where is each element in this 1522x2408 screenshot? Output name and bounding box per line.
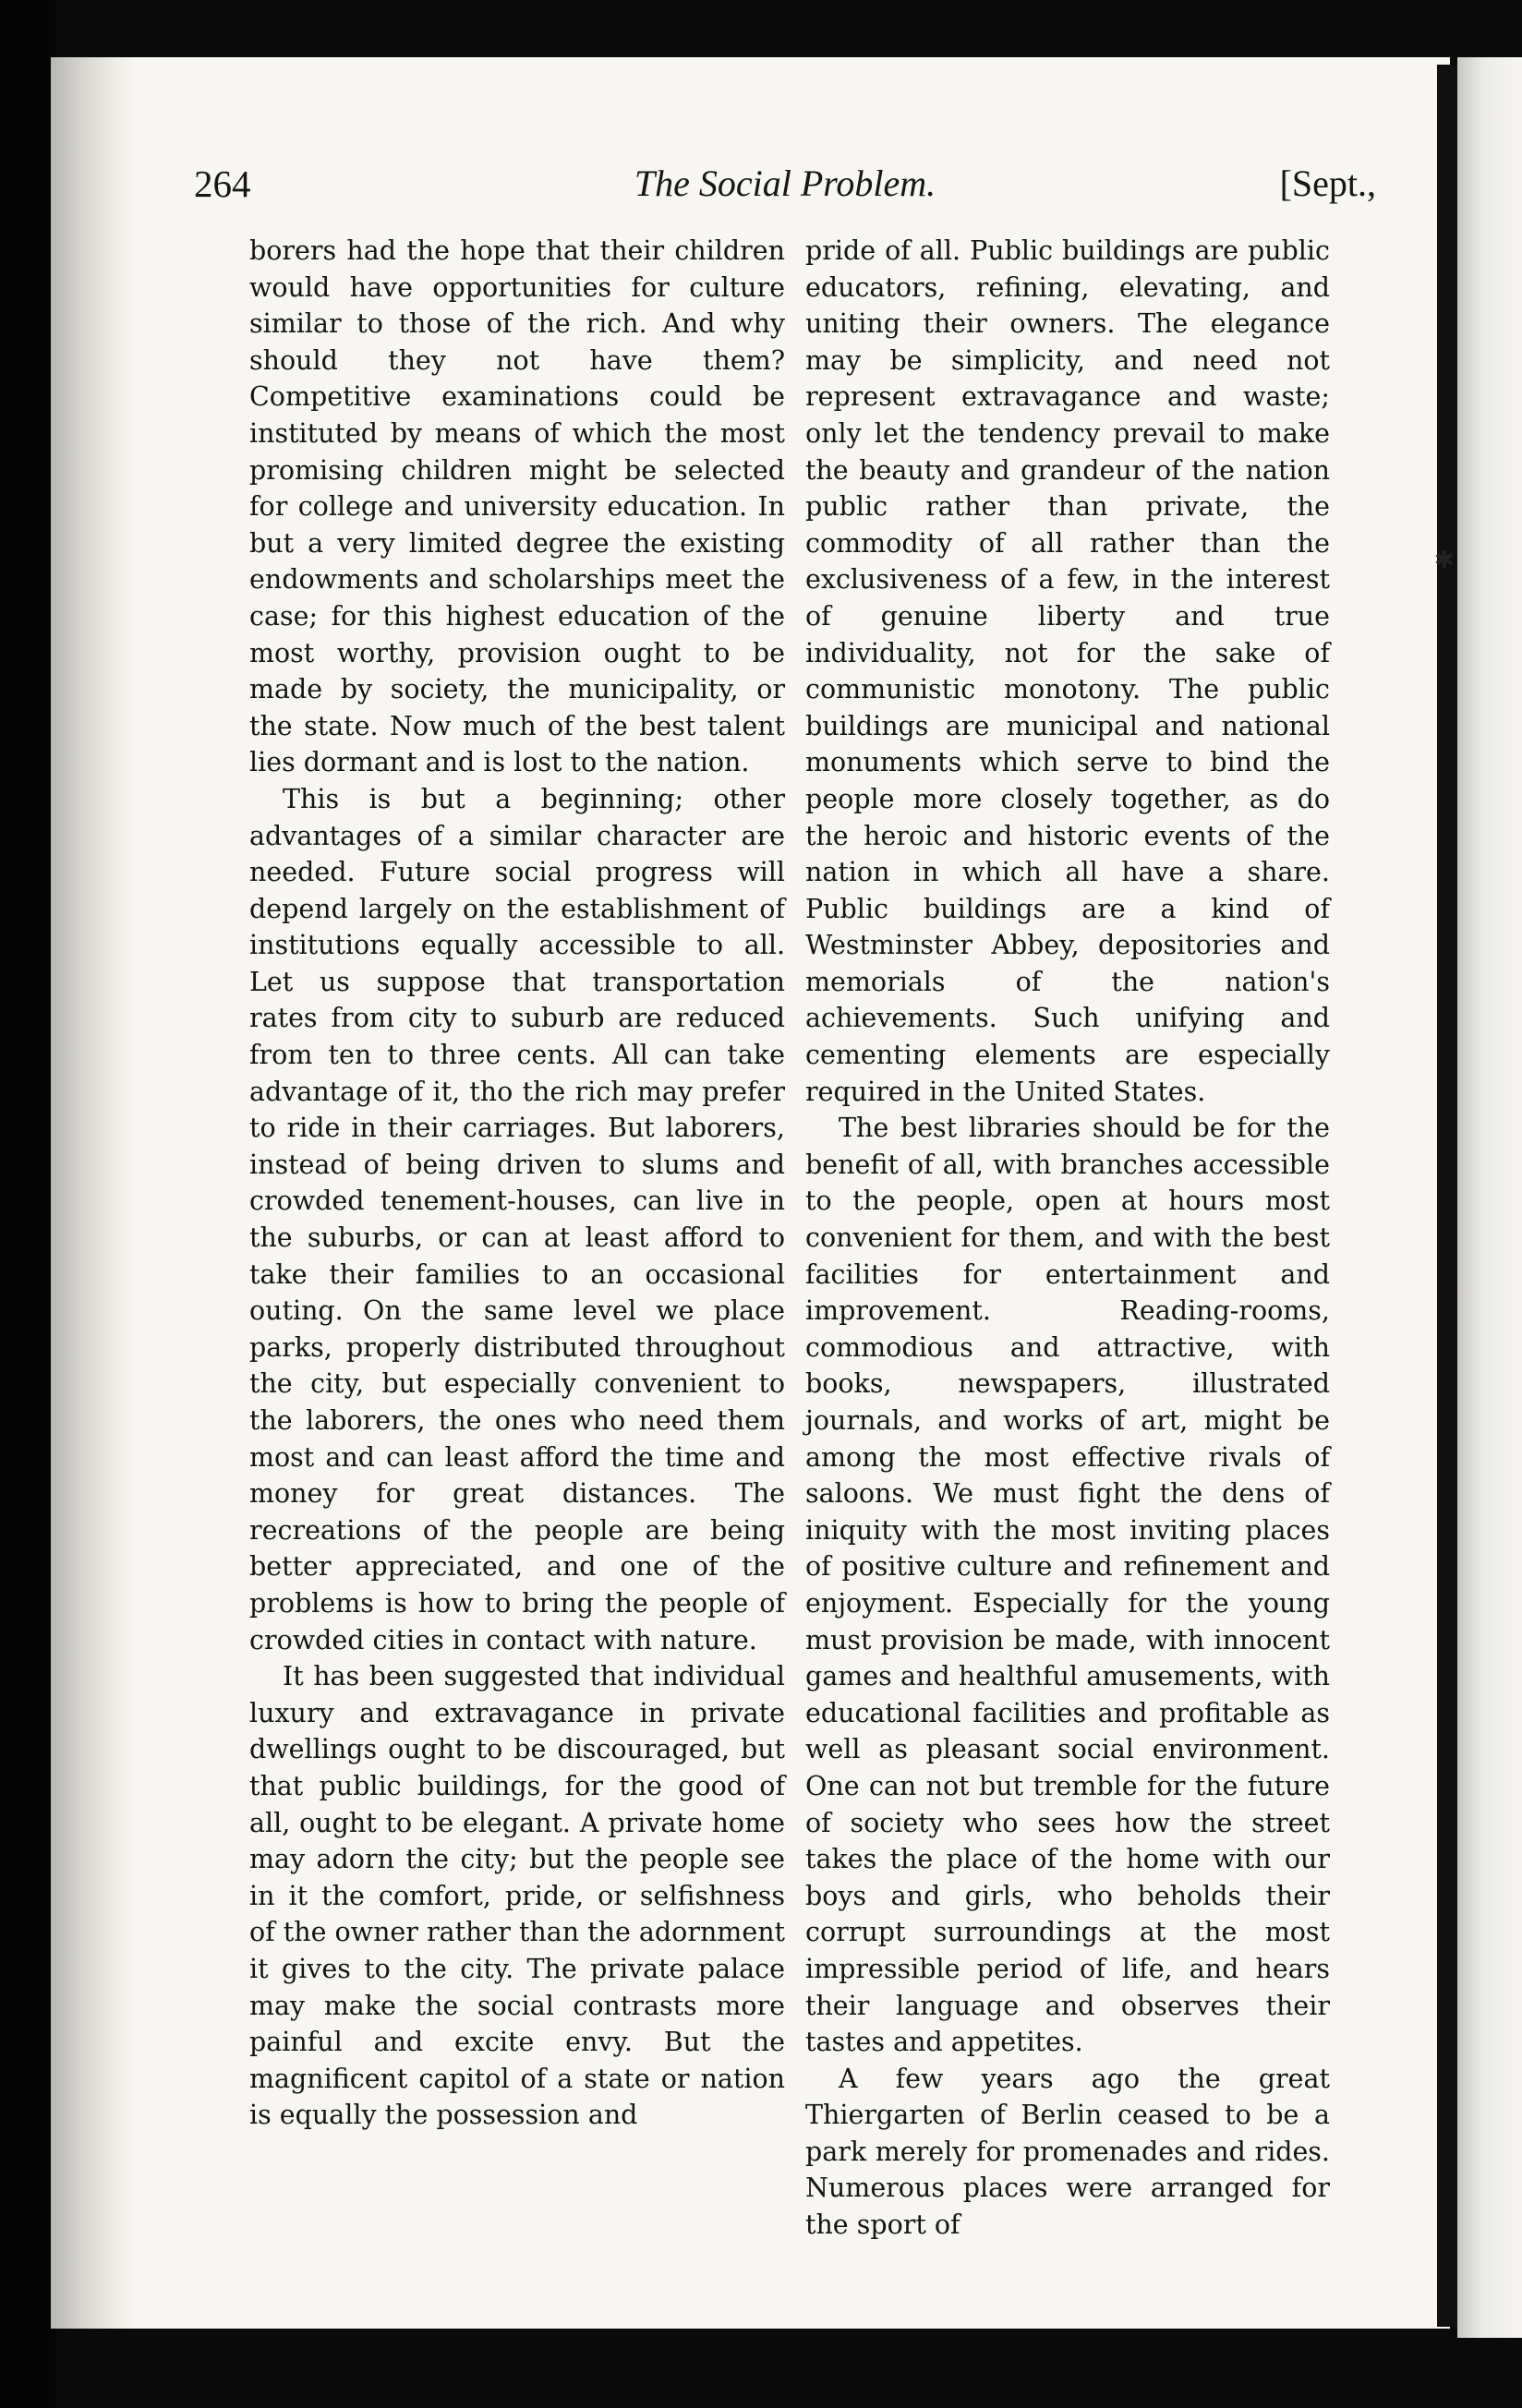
paragraph: It has been suggested that individual luxury and extravagance in private dwellings ought to be discouraged, but that public buildings, for the good of all, ought to be elegant. A private home may adorn the city; but the people see in it the comfort, pride, or selfishness of the owner rather than the adornment it gives to the city. The private palace may make the social contrasts more painful and excite envy. But the magnificent capitol of a state or nation is equally the possession and: [249, 1661, 785, 2131]
running-header: [194, 162, 1376, 217]
running-date: [Sept.,: [1279, 163, 1376, 204]
paragraph: pride of all. Public buildings are public educators, refining, elevating, and uniting their owners. The elegance may be simplicity, and need not represent extravagance and waste; only let the tendency prevail to make the beauty and grandeur of the nation public rather than private, the commodity of all rather than the exclusiveness of a few, in the interest of genuine liberty and true individuality, not for the sake of communistic monotony. The public buildings are municipal and national monuments which serve to bind the people more closely together, as do the heroic and historic events of the nation in which all have a share. Public buildings are a kind of Westminster Abbey, depositories and memorials of the nation's achievements. Such unifying and cementing elements are especially required in the United States.: [805, 235, 1330, 1107]
running-title: The Social Problem.: [634, 163, 936, 204]
facing-page-edge: [1457, 57, 1522, 2338]
scan-gutter: [0, 0, 55, 2408]
page-number: 264: [194, 163, 251, 205]
paragraph: borers had the hope that their children would have opportunities for culture similar to those of the rich. And why should they not have them? Competitive examinations could be instituted by means of which the most promising children might be selected for college and university education. In but a very limited degree the existing endowments and scholarships meet the case; for this highest education of the most worthy, provision ought to be made by society, the municipality, or the state. Now much of the best talent lies dormant and is lost to the nation.: [249, 235, 785, 778]
book-spine: [1437, 65, 1457, 2327]
page-binding-shadow: [51, 57, 134, 2329]
paragraph: This is but a beginning; other advantages of a similar character are needed. Future social progress will depend largely on the establishment of institutions equally accessible to all. Let us suppose that transportation rates from city to suburb are reduced from ten to three cents. All can take advantage of it, tho the rich may prefer to ride in their carriages. But laborers, instead of being driven to slums and crowded tenement-houses, can live in the suburbs, or can at least afford to take their families to an occasional outing. On the same level we place parks, properly distributed throughout the city, but especially convenient to the laborers, the ones who need them most and can least afford the time and money for great distances. The recreations of the people are being better appreciated, and one of the problems is how to bring the people of crowded cities in contact with nature.: [249, 783, 785, 1656]
paragraph: A few years ago the great Thiergarten of Berlin ceased to be a park merely for promenades and rides. Numerous places were arranged for the sport of: [805, 2063, 1330, 2241]
margin-mark-icon: ✱: [1434, 547, 1455, 574]
right-column: [805, 233, 1330, 2244]
paragraph: The best libraries should be for the benefit of all, with branches accessible to the people, open at hours most convenient for them, and with the best facilities for entertainment and improvement. Reading-rooms, commodious and attractive, with books, newspapers, illustrated journals, and works of art, might be among the most effective rivals of saloons. We must fight the dens of iniquity with the most inviting places of positive culture and refinement and enjoyment. Especially for the young must provision be made, with innocent games and healthful amusements, with educational facilities and profitable as well as pleasant social environment. One can not but tremble for the future of society who sees how the street takes the place of the home with our boys and girls, who beholds their corrupt surroundings at the most impressible period of life, and hears their language and observes their tastes and appetites.: [805, 1113, 1330, 2058]
left-column: [249, 233, 785, 2134]
